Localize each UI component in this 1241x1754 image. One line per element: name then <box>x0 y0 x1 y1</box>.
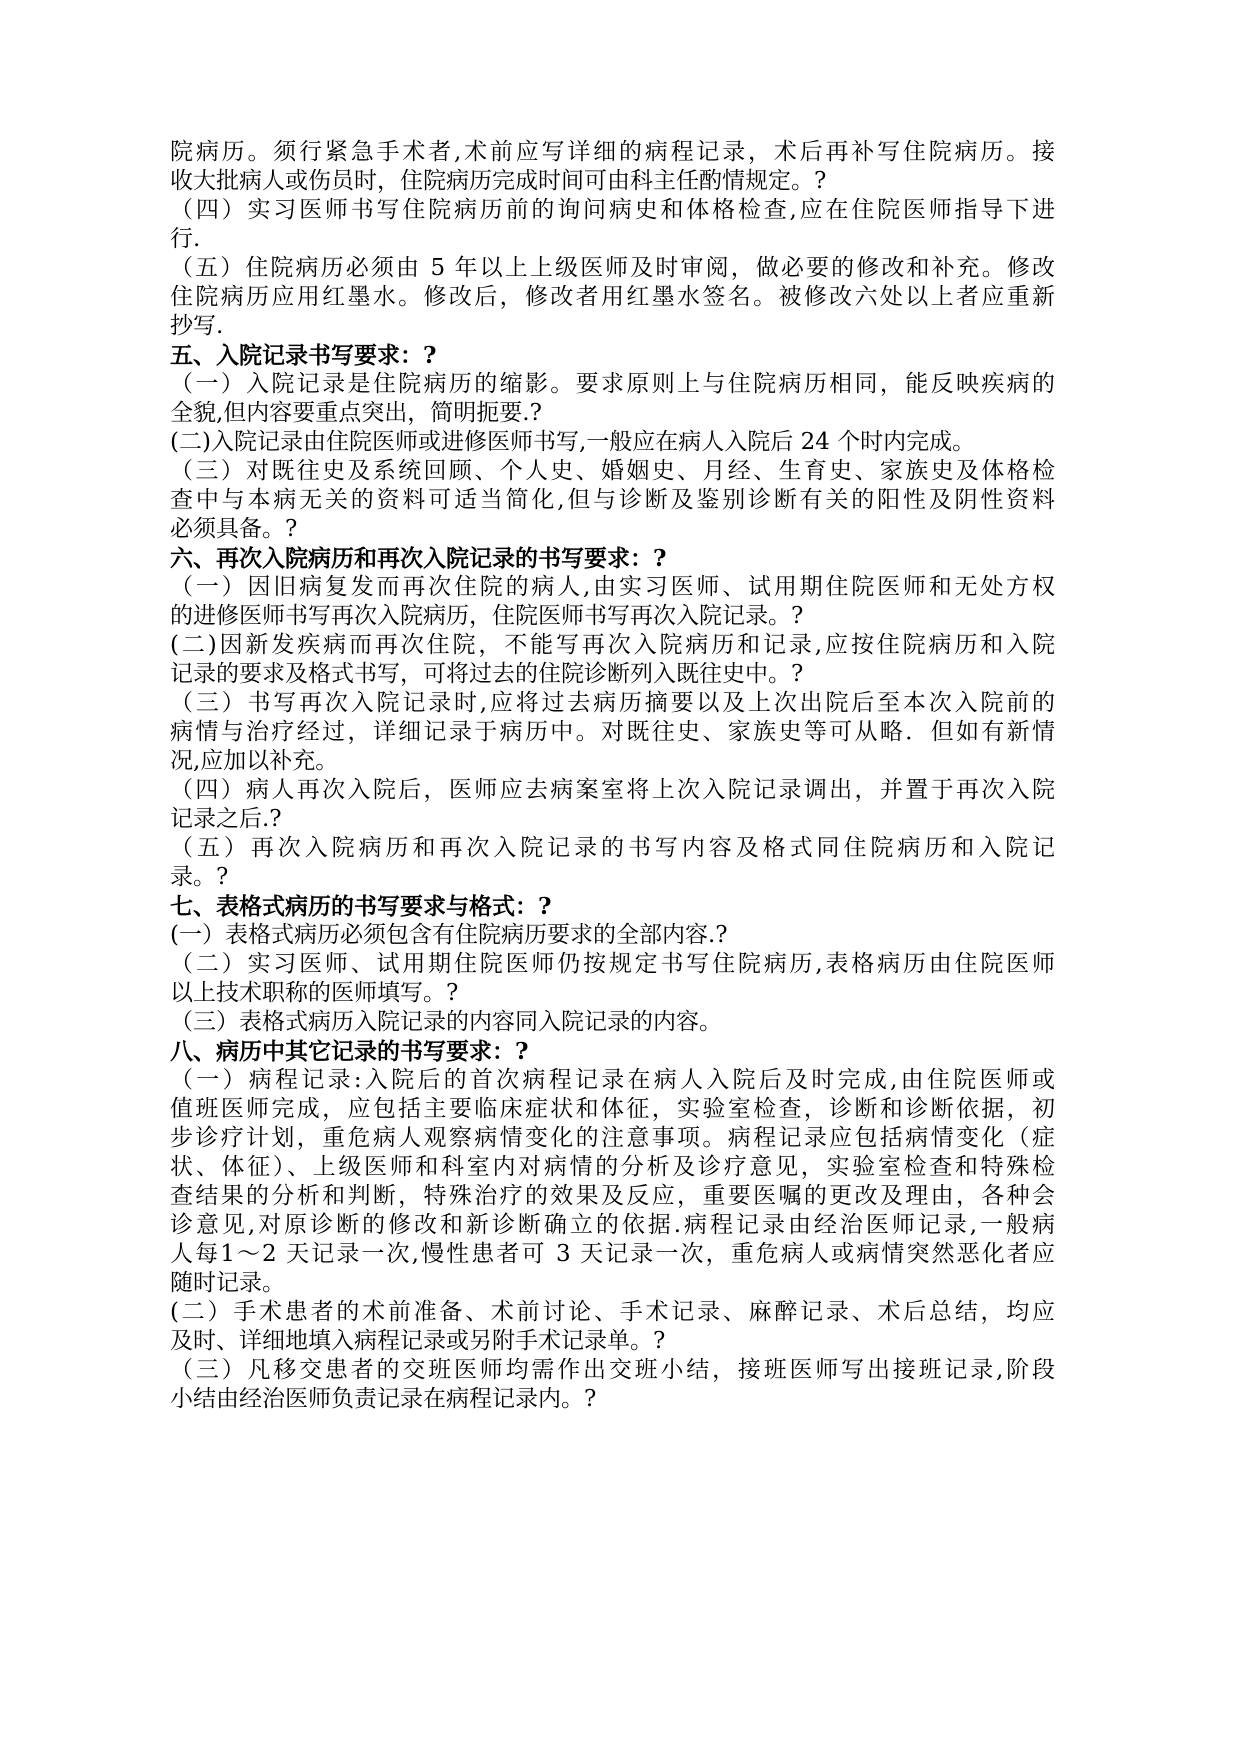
text-line: 及时、详细地填入病程记录或另附手术记录单。? <box>170 1328 666 1354</box>
text-line: （三）凡移交患者的交班医师均需作出交班小结，接班医师写出接班记录,阶段 <box>170 1357 1055 1383</box>
paragraph <box>170 573 1055 631</box>
text-line: 查中与本病无关的资料可适当简化,但与诊断及鉴别诊断有关的阳性及阴性资料 <box>170 487 1055 513</box>
text-line: 录。? <box>170 864 229 890</box>
paragraph <box>170 1066 1055 1298</box>
text-line: （五）再次入院病历和再次入院记录的书写内容及格式同住院病历和入院记 <box>170 835 1055 861</box>
text-line: （三）书写再次入院记录时,应将过去病历摘要以及上次出院后至本次入院前的 <box>170 690 1055 716</box>
text-line: 小结由经治医师负责记录在病程记录内。? <box>170 1386 597 1412</box>
section-heading: 六、再次入院病历和再次入院记录的书写要求：? <box>170 545 667 572</box>
text-line: 记录之后.? <box>170 806 282 832</box>
section-heading: 七、表格式病历的书写要求与格式：? <box>170 893 552 920</box>
paragraph <box>170 457 1055 544</box>
text-line: （三）表格式病历入院记录的内容同入院记录的内容。 <box>170 1009 722 1035</box>
text-line: (一）表格式病历必须包含有住院病历要求的全部内容.? <box>170 922 728 948</box>
paragraph <box>170 631 1055 689</box>
text-line: 步诊疗计划，重危病人观察病情变化的注意事项。病程记录应包括病情变化（症 <box>170 1125 1055 1151</box>
text-line: （二）实习医师、试用期住院医师仍按规定书写住院病历,表格病历由住院医师 <box>170 951 1055 977</box>
paragraph <box>170 1298 1055 1356</box>
paragraph <box>170 776 1055 834</box>
text-line: 状、体征）、上级医师和科室内对病情的分析及诊疗意见，实验室检查和特殊检 <box>170 1154 1055 1180</box>
paragraph <box>170 370 1055 428</box>
section <box>170 892 1055 1037</box>
text-line: 记录的要求及格式书写，可将过去的住院诊断列入既往史中。? <box>170 661 804 687</box>
paragraph <box>170 138 1055 196</box>
text-line: 的进修医师书写再次入院病历，住院医师书写再次入院记录。? <box>170 603 804 629</box>
paragraph <box>170 254 1055 341</box>
paragraph <box>170 950 1055 1008</box>
text-line: （三）对既往史及系统回顾、个人史、婚姻史、月经、生育史、家族史及体格检 <box>170 458 1055 484</box>
text-line: (二）手术患者的术前准备、术前讨论、手术记录、麻醉记录、术后总结，均应 <box>170 1299 1055 1325</box>
section <box>170 544 1055 892</box>
text-line: 必须具备。? <box>170 516 298 542</box>
text-line: （一）入院记录是住院病历的缩影。要求原则上与住院病历相同，能反映疾病的 <box>170 371 1055 397</box>
paragraph <box>170 1356 1055 1414</box>
paragraph <box>170 196 1055 254</box>
paragraph <box>170 428 1055 457</box>
paragraph <box>170 834 1055 892</box>
text-line: 诊意见,对原诊断的修改和新诊断确立的依据.病程记录由经治医师记录,一般病 <box>170 1212 1055 1238</box>
document-body <box>170 138 1055 1414</box>
leading-text <box>170 138 1055 341</box>
text-line: （一）病程记录:入院后的首次病程记录在病人入院后及时完成,由住院医师或 <box>170 1067 1055 1093</box>
text-line: 以上技术职称的医师填写。? <box>170 980 459 1006</box>
text-line: 病情与治疗经过，详细记录于病历中。对既往史、家族史等可从略．但如有新情 <box>170 719 1055 745</box>
paragraph <box>170 689 1055 776</box>
text-line: 随时记录。 <box>170 1270 285 1296</box>
text-line: (二)入院记录由住院医师或进修医师书写,一般应在病人入院后 24 个时内完成。 <box>170 429 976 455</box>
text-line: (二)因新发疾病而再次住院，不能写再次入院病历和记录,应按住院病历和入院 <box>170 632 1055 658</box>
text-line: （四）实习医师书写住院病历前的询问病史和体格检查,应在住院医师指导下进 <box>170 197 1055 223</box>
section <box>170 341 1055 544</box>
text-line: 收大批病人或伤员时，住院病历完成时间可由科主任酌情规定。? <box>170 168 827 194</box>
section-heading: 八、病历中其它记录的书写要求：? <box>170 1038 529 1065</box>
paragraph <box>170 921 1055 950</box>
text-line: 抄写. <box>170 313 224 339</box>
text-line: 人每1～2 天记录一次,慢性患者可 3 天记录一次，重危病人或病情突然恶化者应 <box>170 1241 1055 1267</box>
text-line: 况,应加以补充。 <box>170 748 339 774</box>
section-heading: 五、入院记录书写要求：? <box>170 342 437 369</box>
paragraph <box>170 1008 1055 1037</box>
section <box>170 1037 1055 1414</box>
text-line: 院病历。须行紧急手术者,术前应写详细的病程记录，术后再补写住院病历。接 <box>170 139 1055 165</box>
text-line: 行. <box>170 226 201 252</box>
text-line: 住院病历应用红墨水。修改后，修改者用红墨水签名。被修改六处以上者应重新 <box>170 284 1055 310</box>
text-line: （一）因旧病复发而再次住院的病人,由实习医师、试用期住院医师和无处方权 <box>170 574 1055 600</box>
text-line: 全貌,但内容要重点突出，简明扼要.? <box>170 400 542 426</box>
text-line: （五）住院病历必须由 5 年以上上级医师及时审阅，做必要的修改和补充。修改 <box>170 255 1055 281</box>
text-line: 值班医师完成，应包括主要临床症状和体征，实验室检查，诊断和诊断依据，初 <box>170 1096 1055 1122</box>
text-line: （四）病人再次入院后，医师应去病案室将上次入院记录调出，并置于再次入院 <box>170 777 1055 803</box>
text-line: 查结果的分析和判断，特殊治疗的效果及反应，重要医嘱的更改及理由，各种会 <box>170 1183 1055 1209</box>
